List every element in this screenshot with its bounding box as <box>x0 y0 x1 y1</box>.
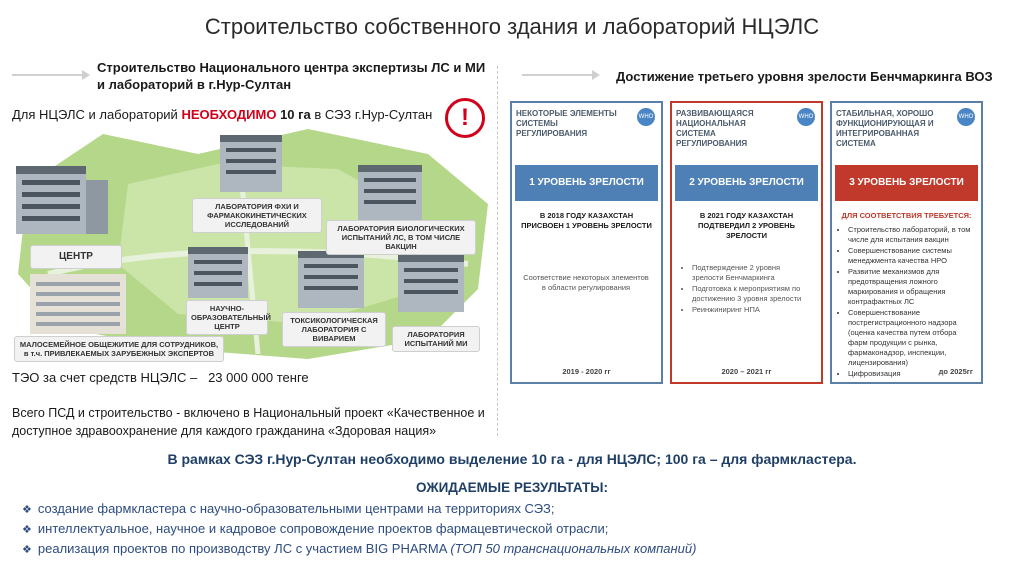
warning-icon: ! <box>445 98 485 138</box>
result-bullet-3 <box>22 541 696 556</box>
map-label-fhi-lab: ЛАБОРАТОРИЯ ФХИ И ФАРМАКОКИНЕТИЧЕСКИХ ИССЛЕДОВАНИЙ <box>192 198 322 233</box>
need-emphasis: НЕОБХОДИМО <box>181 107 277 122</box>
diamond-bullet-icon: ❖ <box>22 544 32 556</box>
expected-results-title: ОЖИДАЕМЫЕ РЕЗУЛЬТАТЫ: <box>416 480 608 495</box>
section-divider <box>497 66 498 436</box>
psd-statement: Всего ПСД и строительство - включено в Национальный проект «Качественное и доступное здравоохранение для каждого гражданина «Здоровая нация» <box>12 406 485 438</box>
who-logo-icon: WHO <box>797 108 815 126</box>
result-text-italic: (ТОП 50 транснациональных компаний) <box>450 541 697 556</box>
card-bullet: • Реинжиниринг НПА <box>692 305 810 315</box>
level-band: 1 УРОВЕНЬ ЗРЕЛОСТИ <box>515 165 658 201</box>
map-label-dorm: МАЛОСЕМЕЙНОЕ ОБЩЕЖИТИЕ ДЛЯ СОТРУДНИКОВ, в т.ч. ПРИВЛЕКАЕМЫХ ЗАРУБЕЖНЫХ ЭКСПЕРТОВ <box>14 336 224 362</box>
left-arrowhead-icon <box>82 70 90 80</box>
teo-amount: 23 000 000 тенге <box>208 370 309 385</box>
maturity-card-level-2 <box>670 101 823 384</box>
diamond-bullet-icon: ❖ <box>22 524 32 536</box>
card-head: РАЗВИВАЮЩАЯСЯ НАЦИОНАЛЬНАЯ СИСТЕМА РЕГУЛИРОВАНИЯ <box>676 109 754 148</box>
page-title: Строительство собственного здания и лабораторий НЦЭЛС <box>204 14 820 39</box>
teo-label: ТЭО за счет средств НЦЭЛС – <box>12 370 198 385</box>
card-status: В 2021 ГОДУ КАЗАХСТАН ПОДТВЕРДИЛ 2 УРОВЕНЬ ЗРЕЛОСТИ <box>698 211 795 240</box>
card-head: СТАБИЛЬНАЯ, ХОРОШО ФУНКЦИОНИРУЮЩАЯ И ИНТЕГРИРОВАННАЯ СИСТЕМА <box>836 109 934 148</box>
card-head: НЕКОТОРЫЕ ЭЛЕМЕНТЫ СИСТЕМЫ РЕГУЛИРОВАНИЯ <box>516 109 617 138</box>
maturity-card-level-1 <box>510 101 663 384</box>
card-bullets <box>682 263 810 316</box>
land-need-statement <box>12 107 432 122</box>
who-logo-icon: WHO <box>637 108 655 126</box>
building-bio-icon <box>358 165 422 220</box>
card-bullet: • Совершенствование системы менеджмента качества НРО <box>848 246 972 266</box>
card-bullet: • Развитие механизмов для предотвращения ложного маркирования и обращения контрафактных ЛС <box>848 267 972 307</box>
diamond-bullet-icon: ❖ <box>22 504 32 516</box>
need-amount: 10 га <box>276 107 311 122</box>
map-label-mi-lab: ЛАБОРАТОРИЯ ИСПЫТАНИЙ МИ <box>392 326 480 352</box>
result-text: реализация проектов по производству ЛС с участием BIG PHARMA <box>37 541 451 556</box>
card-text: Соответствие некоторых элементов в области регулирования <box>523 273 649 292</box>
card-bullets <box>838 225 972 380</box>
card-bullet: • Цифровизация <box>848 369 972 379</box>
allocation-statement: В рамках СЭЗ г.Нур-Султан необходимо выделение 10 га - для НЦЭЛС; 100 га – для фармкластера. <box>167 451 857 467</box>
map-label-edu-center: НАУЧНО-ОБРАЗОВАТЕЛЬНЫЙ ЦЕНТР <box>186 300 268 335</box>
building-edu-icon <box>188 247 248 298</box>
map-label-bio-lab: ЛАБОРАТОРИЯ БИОЛОГИЧЕСКИХ ИСПЫТАНИЙ ЛС, В ТОМ ЧИСЛЕ ВАКЦИН <box>326 220 476 255</box>
card-years: 2019 - 2020 гг <box>562 367 611 376</box>
building-dorm-icon <box>30 274 126 334</box>
need-suffix: в СЭЗ г.Нур-Султан <box>310 107 433 122</box>
card-status: В 2018 ГОДУ КАЗАХСТАН ПРИСВОЕН 1 УРОВЕНЬ ЗРЕЛОСТИ <box>521 211 652 230</box>
need-prefix: Для НЦЭЛС и лабораторий <box>12 107 182 122</box>
building-mi-icon <box>398 255 464 312</box>
result-bullet-1 <box>22 501 554 516</box>
teo-funding <box>12 370 309 385</box>
result-text: создание фармкластера с научно-образовательными центрами на территориях СЭЗ; <box>37 501 555 516</box>
map-label-center: ЦЕНТР <box>30 245 122 269</box>
result-bullet-2 <box>22 521 608 536</box>
building-tox-icon <box>298 251 364 308</box>
who-logo-icon: WHO <box>957 108 975 126</box>
card-bullet: • Совершенствование пострегистрационного надзора (оценка качества путем отбора фарм продукции с рынка, фармаконадзор, инспекции, лицензирования) <box>848 308 972 368</box>
card-bullet: • Строительство лабораторий, в том числе для испытания вакцин <box>848 225 972 245</box>
left-arrow-line <box>12 74 82 76</box>
left-section-heading <box>97 59 497 93</box>
building-fhi-icon <box>220 135 282 192</box>
right-section-heading: Достижение третьего уровня зрелости Бенчмаркинга ВОЗ <box>616 69 993 84</box>
card-years: 2020 – 2021 гг <box>721 367 772 376</box>
card-status: ДЛЯ СООТВЕТСТВИЯ ТРЕБУЕТСЯ: <box>841 211 972 220</box>
level-band: 3 УРОВЕНЬ ЗРЕЛОСТИ <box>835 165 978 201</box>
left-heading-line2: и лабораторий в г.Нур-Султан <box>97 77 292 92</box>
maturity-card-level-3 <box>830 101 983 384</box>
right-arrowhead-icon <box>592 70 600 80</box>
result-text: интеллектуальное, научное и кадровое сопровождение проектов фармацевтической отрасли; <box>37 521 609 536</box>
level-band: 2 УРОВЕНЬ ЗРЕЛОСТИ <box>675 165 818 201</box>
left-heading-line1: Строительство Национального центра экспертизы ЛС и МИ <box>97 60 486 75</box>
right-arrow-line <box>522 74 592 76</box>
map-label-tox-lab: ТОКСИКОЛОГИЧЕСКАЯ ЛАБОРАТОРИЯ С ВИВАРИЕМ <box>282 312 386 347</box>
card-bullet: • Подготовка к мероприятиям по достижению 3 уровня зрелости <box>692 284 810 304</box>
card-bullet: • Подтверждение 2 уровня зрелости Бенчмаркинга <box>692 263 810 283</box>
card-years: до 2025гг <box>938 367 973 376</box>
